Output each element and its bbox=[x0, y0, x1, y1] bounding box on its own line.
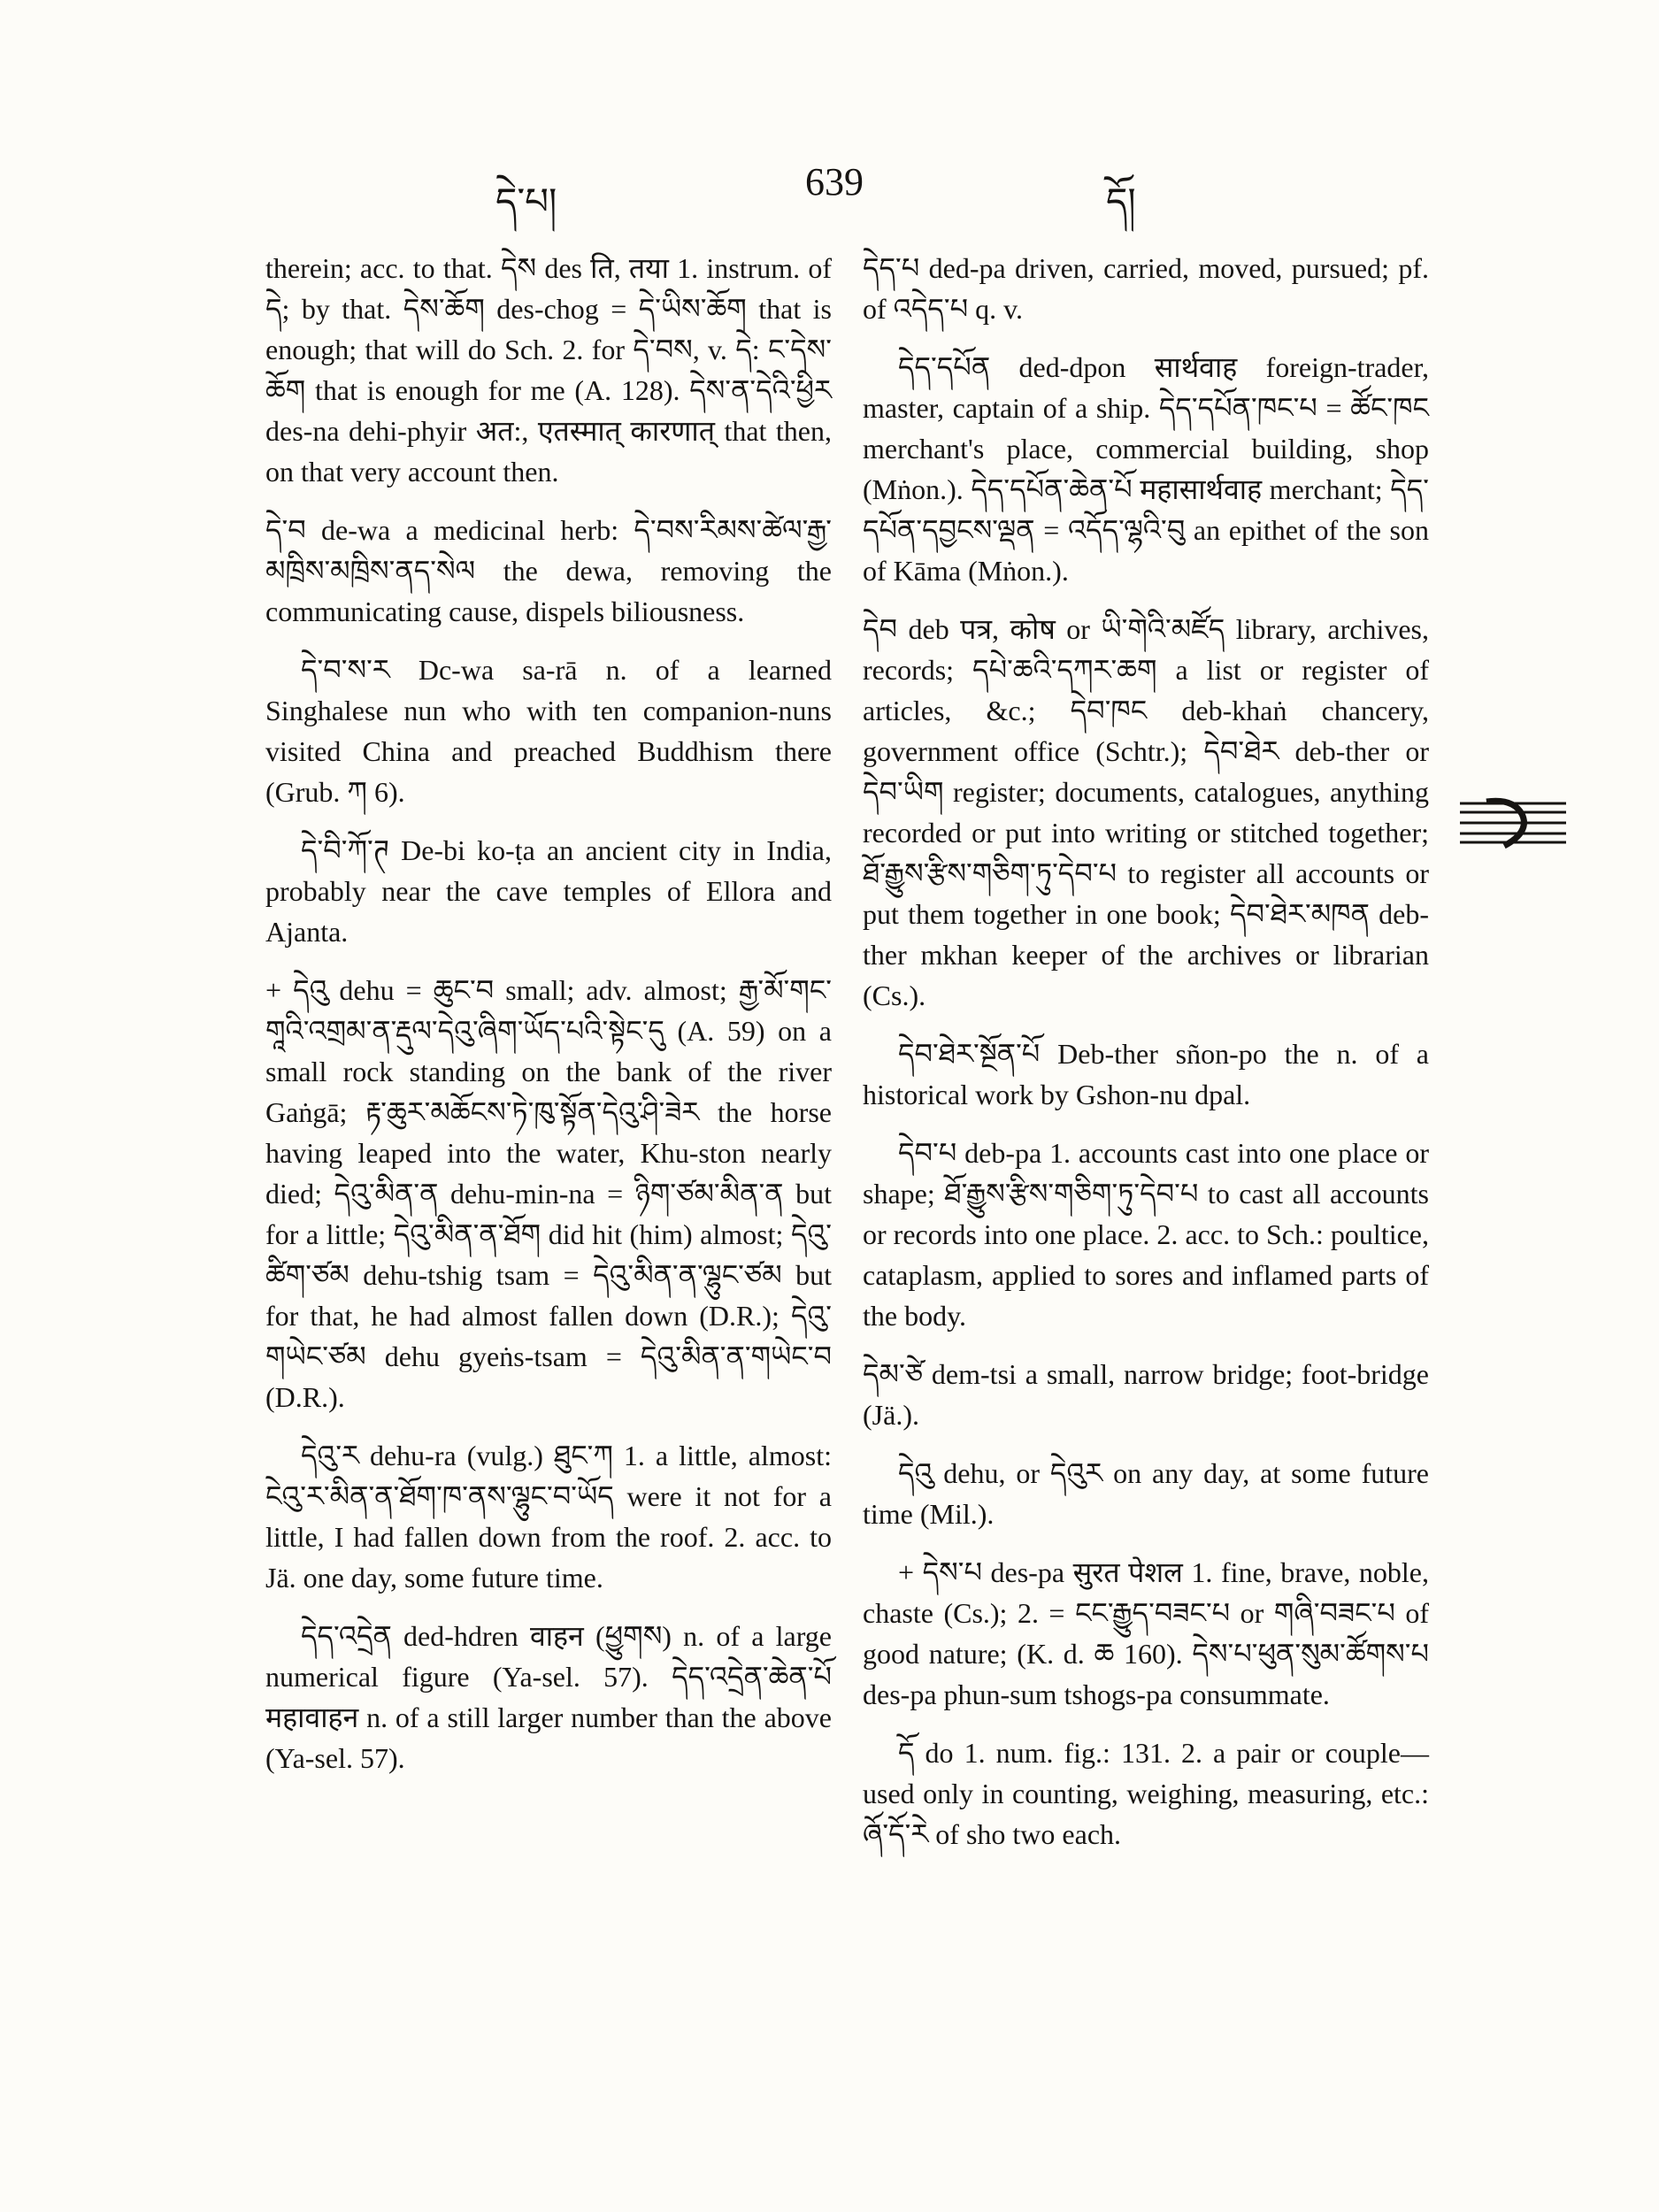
entry-do: དོ do 1. num. fig.: 131. 2. a pair or couple—used only in counting, weighing, measuring, etc.: ཞོ་དོ་རེ of sho two each. bbox=[863, 1737, 1429, 1850]
running-head-left: དེ་པ། bbox=[495, 180, 557, 223]
entry-dehu-any-day: དེའུ dehu, or དེའུར on any day, at some future time (Mil.). bbox=[863, 1457, 1429, 1530]
page-number: 639 bbox=[805, 160, 864, 204]
thumb-index-glyph-icon bbox=[1460, 796, 1566, 849]
entry-ded-dpon: དེད་དཔོན ded-dpon सार्थवाह foreign-trader, master, captain of a ship. དེད་དཔོན་ཁང་པ = ཚོང་ཁང merchant's place, commercial building, shop (Mṅon.). དེད་དཔོན་ཆེན་པོ महासार्थवाह merchant; དེད་དཔོན་དབྱངས་ལྡན = འདོད་ལྷའི་བུ an epithet of the son of Kāma (Mṅon.). bbox=[863, 351, 1429, 587]
entry-dem-tsi: དེམ་ཙེ dem-tsi a small, narrow bridge; foot-bridge (Jä.). bbox=[863, 1358, 1429, 1431]
entry-therein: therein; acc. to that. དེས des ति, तया 1. instrum. of དེ; by that. དེས་ཆོག des-chog = དེ་ཡིས་ཆོག that is enough; that will do Sch. 2. for དེ་བས, v. དེ: ང་དེས་ཆོག that is enough for me (A. 128). དེས་ན་དེའི་ཕྱིར des-na dehi-phyir अत:, एतस्मात् कारणात् that then, on that very account then. bbox=[265, 252, 832, 488]
entry-dehu-ra: དེའུ་ར dehu-ra (vulg.) ཐུང་ཀ 1. a little, almost: ངེའུ་ར་མིན་ན་ཐོག་ཁ་ནས་ལྷུང་བ་ཡོད were it not for a little, I had fallen down from the roof. 2. acc. to Jä. one day, some future time. bbox=[265, 1440, 832, 1594]
entry-dehu: + དེའུ dehu = ཆུང་བ small; adv. almost; རྒྱ་མོ་གང་གཱའི་འགྲམ་ན་རྡུལ་དེའུ་ཞིག་ཡོད་པའི་སྟེང་དུ (A. 59) on a small rock standing on the bank of the river Gaṅgā; རྟ་ཆུར་མཆོངས་ཏེ་ཁུ་སྟོན་དེའུ་ཤི་ཟེར the horse having leaped into the water, Khu-ston nearly died; དེའུ་མིན་ན dehu-min-na = ཉིག་ཙམ་མིན་ན but for a little; དེའུ་མིན་ན་ཐོག did hit (him) almost; དེའུ་ཚིག་ཙམ dehu-tshig tsam = དེའུ་མིན་ན་ལྷུང་ཙམ but for that, he had almost fallen down (D.R.); དེའུ་གཡེང་ཙམ dehu gyeṅs-tsam = དེའུ་མིན་ན་གཡེང་བ (D.R.). bbox=[265, 974, 832, 1413]
entry-de-bi-ko-ta: དེ་བི་ཀོ་ཊ De-bi ko-ṭa an ancient city in India, probably near the cave temples of Ellora and Ajanta. bbox=[265, 834, 832, 948]
entry-deb-pa: དེབ་པ deb-pa 1. accounts cast into one place or shape; ཐོ་རྒྱུས་རྩིས་གཅིག་ཏུ་དེབ་པ to cast all accounts or records into one place. 2. acc. to Sch.: poultice, cataplasm, applied to sores and inflamed parts of the body. bbox=[863, 1137, 1429, 1332]
entry-deb-ther-snon-po: དེབ་ཐེར་སྔོན་པོ Deb-ther sñon-po the n. of a historical work by Gshon-nu dpal. bbox=[863, 1038, 1429, 1110]
left-column bbox=[265, 248, 832, 1796]
entry-ded-pa: དེད་པ ded-pa driven, carried, moved, pursued; pf. of འདེད་པ q. v. bbox=[863, 252, 1429, 325]
entry-ded-hdren: དེད་འདྲེན ded-hdren वाहन (ཕྱུགས) n. of a large numerical figure (Ya-sel. 57). དེད་འདྲེན་ཆེན་པོ महावाहन n. of a still larger number than the above (Ya-sel. 57). bbox=[265, 1620, 832, 1774]
page-header bbox=[0, 159, 1659, 230]
entry-de-wa: དེ་བ de-wa a medicinal herb: དེ་བས་རིམས་ཚེལ་རྒྱ་མཁྲིས་མཁྲིས་ནད་སེལ the dewa, removing the communicating cause, dispels biliousness. bbox=[265, 514, 832, 627]
right-column bbox=[863, 248, 1429, 1872]
entry-deb: དེབ deb पत्र, कोष or ཡི་གེའི་མཛོད library, archives, records; དཔེ་ཆའི་དཀར་ཆག a list or register of articles, &c.; དེབ་ཁང deb-khaṅ chancery, government office (Schtr.); དེབ་ཐེར deb-ther or དེབ་ཡིག register; documents, catalogues, anything recorded or put into writing or stitched together; ཐོ་རྒྱུས་རྩིས་གཅིག་ཏུ་དེབ་པ to register all accounts or put them together in one book; དེབ་ཐེར་མཁན deb-ther mkhan keeper of the archives or librarian (Cs.). bbox=[863, 613, 1429, 1011]
running-head-right: དོ། bbox=[1106, 180, 1136, 223]
entry-des-pa: + དེས་པ des-pa सुरत पेशल 1. fine, brave, noble, chaste (Cs.); 2. = ངང་རྒྱུད་བཟང་པ or གཞི་བཟང་པ of good nature; (K. d. ཆ 160). དེས་པ་ཕུན་སུམ་ཚོགས་པ des-pa phun-sum tshogs-pa consummate. bbox=[863, 1556, 1429, 1710]
entry-de-wa-sa-ra: དེ་བ་ས་ར Dc-wa sa-rā n. of a learned Singhalese nun who with ten companion-nuns visited China and preached Buddhism there (Grub. ཀ 6). bbox=[265, 654, 832, 808]
margin-thumb-index-mark bbox=[1460, 796, 1566, 849]
